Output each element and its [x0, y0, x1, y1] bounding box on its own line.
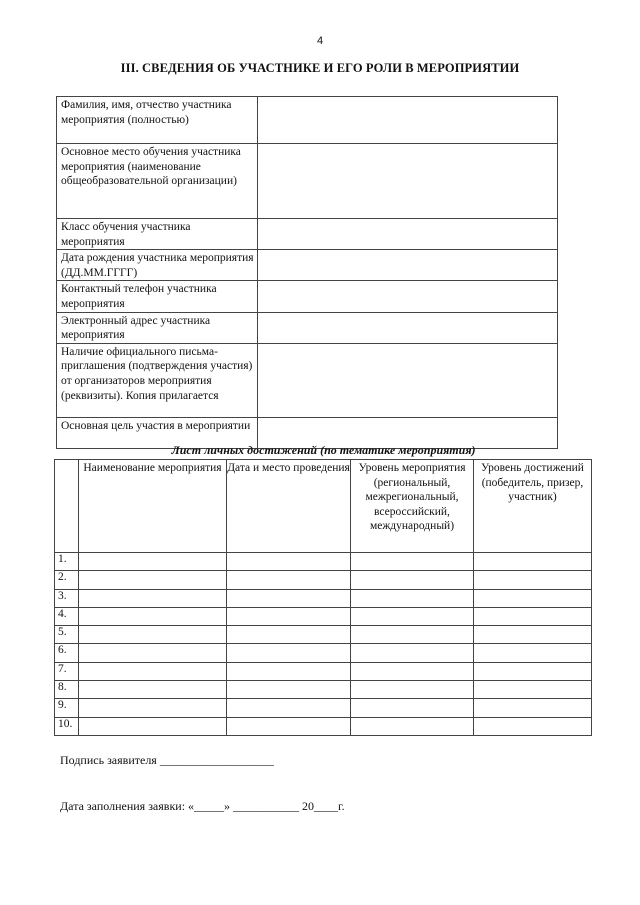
- table-cell[interactable]: [474, 662, 592, 680]
- table-row: [57, 219, 558, 250]
- table-cell[interactable]: [79, 662, 227, 680]
- row-number: 10.: [55, 717, 79, 735]
- table-cell[interactable]: [351, 589, 474, 607]
- table-cell[interactable]: [227, 644, 351, 662]
- field-value[interactable]: [258, 219, 558, 250]
- achievements-title: Лист личных достижений (по тематике мероприятия): [171, 443, 476, 457]
- table-row: [55, 681, 592, 699]
- table-cell[interactable]: [351, 644, 474, 662]
- row-number: 4.: [55, 607, 79, 625]
- table-row: [55, 571, 592, 589]
- table-row: [55, 553, 592, 571]
- table-row: [57, 281, 558, 312]
- table-row: [55, 662, 592, 680]
- table-cell[interactable]: [227, 662, 351, 680]
- applicant-signature: Подпись заявителя ___________________: [60, 753, 274, 767]
- row-number: 6.: [55, 644, 79, 662]
- table-cell[interactable]: [474, 681, 592, 699]
- table-row: [57, 312, 558, 343]
- row-number: 9.: [55, 699, 79, 717]
- table-cell[interactable]: [351, 662, 474, 680]
- field-label: Электронный адрес участника мероприятия: [57, 312, 258, 343]
- table-row: [55, 644, 592, 662]
- field-label: Контактный телефон участника мероприятия: [57, 281, 258, 312]
- row-number: 5.: [55, 626, 79, 644]
- field-label: Дата рождения участника мероприятия (ДД.ММ.ГГГГ): [57, 250, 258, 281]
- table-cell[interactable]: [227, 607, 351, 625]
- field-value[interactable]: [258, 281, 558, 312]
- column-header-event-name: Наименование мероприятия: [79, 460, 227, 553]
- table-row: [55, 607, 592, 625]
- table-cell[interactable]: [474, 644, 592, 662]
- column-header-date-place: Дата и место проведения: [227, 460, 351, 553]
- row-number: 7.: [55, 662, 79, 680]
- table-cell[interactable]: [79, 644, 227, 662]
- field-value[interactable]: [258, 97, 558, 144]
- row-number: 1.: [55, 553, 79, 571]
- achievements-table: [54, 459, 592, 736]
- table-cell[interactable]: [227, 571, 351, 589]
- field-label: Фамилия, имя, отчество участника мероприятия (полностью): [57, 97, 258, 144]
- table-cell[interactable]: [227, 717, 351, 735]
- table-cell[interactable]: [474, 589, 592, 607]
- table-row: [57, 97, 558, 144]
- table-row: [57, 343, 558, 417]
- section-title: III. СВЕДЕНИЯ ОБ УЧАСТНИКЕ И ЕГО РОЛИ В МЕРОПРИЯТИИ: [120, 61, 520, 75]
- table-cell[interactable]: [79, 699, 227, 717]
- table-row: [55, 699, 592, 717]
- table-cell[interactable]: [79, 681, 227, 699]
- table-cell[interactable]: [227, 626, 351, 644]
- table-cell[interactable]: [79, 607, 227, 625]
- table-cell[interactable]: [227, 699, 351, 717]
- application-date: Дата заполнения заявки: «_____» ___________ 20____г.: [60, 799, 345, 813]
- table-cell[interactable]: [351, 681, 474, 699]
- column-header-achievement-level: Уровень достижений (победитель, призер, участник): [474, 460, 592, 553]
- table-cell[interactable]: [351, 607, 474, 625]
- table-cell[interactable]: [351, 553, 474, 571]
- table-cell[interactable]: [351, 699, 474, 717]
- row-number: 8.: [55, 681, 79, 699]
- field-label: Класс обучения участника мероприятия: [57, 219, 258, 250]
- field-label: Наличие официального письма-приглашения (подтверждения участия) от организаторов мероприятия (реквизиты). Копия прилагается: [57, 343, 258, 417]
- table-cell[interactable]: [474, 571, 592, 589]
- page-number: 4: [316, 35, 324, 47]
- field-value[interactable]: [258, 250, 558, 281]
- table-row: [57, 250, 558, 281]
- table-row: [55, 717, 592, 735]
- table-cell[interactable]: [227, 681, 351, 699]
- table-cell[interactable]: [474, 553, 592, 571]
- column-header-number: [55, 460, 79, 553]
- table-cell[interactable]: [79, 717, 227, 735]
- row-number: 3.: [55, 589, 79, 607]
- table-cell[interactable]: [79, 626, 227, 644]
- table-cell[interactable]: [474, 699, 592, 717]
- row-number: 2.: [55, 571, 79, 589]
- table-cell[interactable]: [351, 717, 474, 735]
- field-value[interactable]: [258, 144, 558, 219]
- table-cell[interactable]: [79, 571, 227, 589]
- participant-info-table: [56, 96, 558, 449]
- table-cell[interactable]: [351, 626, 474, 644]
- table-cell[interactable]: [351, 571, 474, 589]
- table-row: [55, 589, 592, 607]
- table-cell[interactable]: [79, 553, 227, 571]
- table-cell[interactable]: [474, 607, 592, 625]
- table-row: [57, 144, 558, 219]
- table-cell[interactable]: [227, 589, 351, 607]
- table-row: [55, 626, 592, 644]
- column-header-event-level: Уровень мероприятия (региональный, межрегиональный, всероссийский, международный): [351, 460, 474, 553]
- field-label: Основная цель участия в мероприятии: [57, 417, 258, 448]
- table-cell[interactable]: [79, 589, 227, 607]
- table-cell[interactable]: [474, 626, 592, 644]
- field-label: Основное место обучения участника мероприятия (наименование общеобразовательной организации): [57, 144, 258, 219]
- field-value[interactable]: [258, 312, 558, 343]
- table-cell[interactable]: [227, 553, 351, 571]
- table-cell[interactable]: [474, 717, 592, 735]
- field-value[interactable]: [258, 343, 558, 417]
- table-header-row: [55, 460, 592, 553]
